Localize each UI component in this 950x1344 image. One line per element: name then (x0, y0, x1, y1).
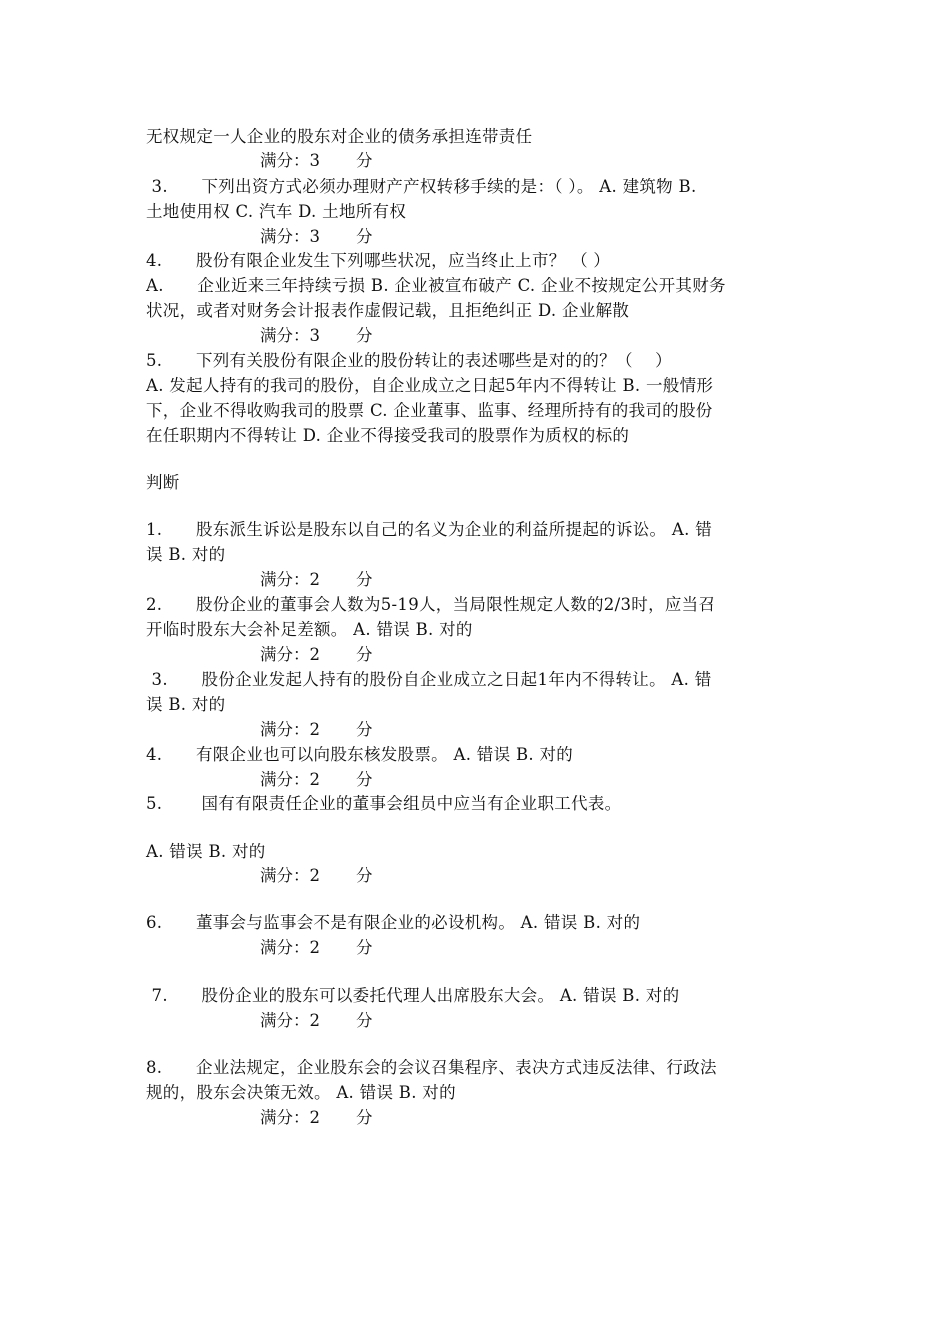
score-unit: 分 (356, 1011, 373, 1030)
score-label: 满分：2 (260, 938, 320, 957)
j5-line-2: A. 错误 B. 对的 (146, 842, 266, 861)
score-unit: 分 (356, 770, 373, 789)
q5-line-4: 在任职期内不得转让 D. 企业不得接受我司的股票作为质权的标的 (146, 426, 630, 445)
score-label: 满分：3 (260, 151, 320, 170)
j2-line-2: 开临时股东大会补足差额。 A. 错误 B. 对的 (146, 620, 473, 639)
score-unit: 分 (356, 1108, 373, 1127)
score-unit: 分 (356, 151, 373, 170)
score-unit: 分 (356, 570, 373, 589)
j5-score (260, 864, 373, 888)
j6-line-1: 6. 董事会与监事会不是有限企业的必设机构。 A. 错误 B. 对的 (146, 913, 641, 932)
j1-line-1: 1. 股东派生诉讼是股东以自己的名义为企业的利益所提起的诉讼。 A. 错 (146, 520, 712, 539)
score-label: 满分：2 (260, 866, 320, 885)
q4-score (260, 324, 373, 348)
score-label: 满分：2 (260, 645, 320, 664)
j4-score (260, 768, 373, 792)
j3-line-2: 误 B. 对的 (146, 695, 226, 714)
q5-line-3: 下，企业不得收购我司的股票 C. 企业董事、监事、经理所持有的我司的股份 (146, 401, 713, 420)
j7-score (260, 1009, 373, 1033)
j4-line-1: 4. 有限企业也可以向股东核发股票。 A. 错误 B. 对的 (146, 745, 574, 764)
q4-line-3: 状况，或者对财务会计报表作虚假记载，且拒绝纠正 D. 企业解散 (146, 301, 630, 320)
j8-score (260, 1106, 373, 1130)
score-unit: 分 (356, 720, 373, 739)
score-unit: 分 (356, 645, 373, 664)
score-unit: 分 (356, 938, 373, 957)
j1-line-2: 误 B. 对的 (146, 545, 226, 564)
j2-score (260, 643, 373, 667)
score-label: 满分：2 (260, 570, 320, 589)
j6-score (260, 936, 373, 960)
q4-line-1: 4. 股份有限企业发生下列哪些状况，应当终止上市？ （ ） (146, 251, 611, 270)
j5-line-1: 5. 国有有限责任企业的董事会组员中应当有企业职工代表。 (146, 794, 622, 813)
j7-line-1: 7. 股份企业的股东可以委托代理人出席股东大会。 A. 错误 B. 对的 (146, 986, 680, 1005)
j1-score (260, 568, 373, 592)
j2-line-1: 2. 股份企业的董事会人数为5-19人，当局限性规定人数的2/3时，应当召 (146, 595, 716, 614)
score-label: 满分：2 (260, 1011, 320, 1030)
j3-line-1: 3. 股份企业发起人持有的股份自企业成立之日起1年内不得转让。 A. 错 (146, 670, 712, 689)
q2-text-tail: 无权规定一人企业的股东对企业的债务承担连带责任 (146, 127, 533, 146)
q2-score (260, 149, 373, 173)
score-label: 满分：2 (260, 770, 320, 789)
q5-line-1: 5. 下列有关股份有限企业的股份转让的表述哪些是对的的？（ ） (146, 351, 672, 370)
q5-line-2: A. 发起人持有的我司的股份，自企业成立之日起5年内不得转让 B. 一般情形 (146, 376, 714, 395)
section-title: 判断 (146, 473, 180, 492)
score-label: 满分：2 (260, 720, 320, 739)
score-unit: 分 (356, 326, 373, 345)
score-label: 满分：3 (260, 227, 320, 246)
j3-score (260, 718, 373, 742)
j8-line-1: 8. 企业法规定，企业股东会的会议召集程序、表决方式违反法律、行政法 (146, 1058, 717, 1077)
score-label: 满分：2 (260, 1108, 320, 1127)
score-unit: 分 (356, 227, 373, 246)
q3-line-1: 3. 下列出资方式必须办理财产产权转移手续的是：（ ）。 A. 建筑物 B. (146, 177, 697, 196)
score-unit: 分 (356, 866, 373, 885)
q4-line-2: A. 企业近来三年持续亏损 B. 企业被宣布破产 C. 企业不按规定公开其财务 (146, 276, 726, 295)
q3-line-2: 土地使用权 C. 汽车 D. 土地所有权 (146, 202, 407, 221)
score-label: 满分：3 (260, 326, 320, 345)
q3-score (260, 225, 373, 249)
j8-line-2: 规的，股东会决策无效。 A. 错误 B. 对的 (146, 1083, 456, 1102)
